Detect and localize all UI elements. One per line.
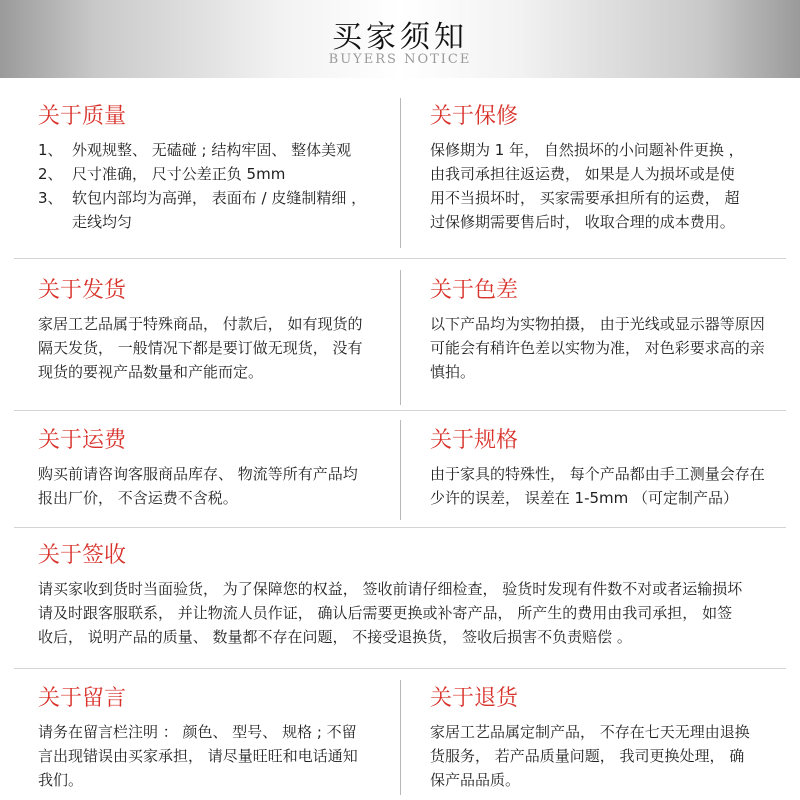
list-item: 3、 软包内部均为高弹， 表面布 / 皮缝制精细 ， bbox=[38, 189, 367, 207]
text-line: 由于家具的特殊性， 每个产品都由手工测量会存在 bbox=[430, 465, 765, 483]
page-title: 买家须知 bbox=[332, 20, 468, 55]
text-line: 货服务， 若产品质量问题， 我司更换处理， 确 bbox=[430, 747, 745, 765]
section-title: 关于运费 bbox=[38, 428, 127, 453]
section-freight bbox=[38, 428, 388, 510]
text-line: 隔天发货， 一般情况下都是要订做无现货， 没有 bbox=[38, 339, 363, 357]
section-title: 关于留言 bbox=[38, 686, 127, 711]
section-title: 关于质量 bbox=[38, 104, 127, 129]
row-divider bbox=[14, 527, 786, 528]
section-signing bbox=[38, 543, 790, 649]
text-line: 用不当损坏时， 买家需要承担所有的运费， 超 bbox=[430, 189, 740, 207]
section-spec bbox=[430, 428, 790, 510]
text-line: 少许的误差， 误差在 1-5mm （可定制产品） bbox=[430, 489, 739, 507]
section-title: 关于规格 bbox=[430, 428, 519, 453]
text-line: 请买家收到货时当面验货， 为了保障您的权益， 签收前请仔细检查， 验货时发现有件数不对或者运输损坏 bbox=[38, 580, 743, 598]
section-warranty bbox=[430, 104, 790, 234]
page-header bbox=[0, 0, 800, 78]
text-line: 现货的要视产品数量和产能而定。 bbox=[38, 363, 264, 381]
column-divider bbox=[400, 680, 401, 795]
text-line: 请及时跟客服联系， 并让物流人员作证， 确认后需要更换或补寄产品， 所产生的费用由我司承担， 如签 bbox=[38, 604, 733, 622]
list-item-continuation: 走线均匀 bbox=[72, 213, 133, 231]
section-returns bbox=[430, 686, 790, 792]
section-title: 关于保修 bbox=[430, 104, 519, 129]
row-divider bbox=[14, 410, 786, 411]
text-line: 我们。 bbox=[38, 771, 84, 789]
list-item: 2、 尺寸准确， 尺寸公差正负 5mm bbox=[38, 165, 286, 183]
section-color bbox=[430, 278, 790, 384]
text-line: 请务在留言栏注明 ： 颜色、 型号、 规格 ; 不留 bbox=[38, 723, 357, 741]
section-title: 关于退货 bbox=[430, 686, 519, 711]
section-message bbox=[38, 686, 388, 792]
text-line: 以下产品均为实物拍摄， 由于光线或显示器等原因 bbox=[430, 315, 765, 333]
text-line: 家居工艺品属定制产品， 不存在七天无理由退换 bbox=[430, 723, 750, 741]
column-divider bbox=[400, 270, 401, 405]
text-line: 保修期为 1 年， 自然损坏的小问题补件更换 ， bbox=[430, 141, 744, 159]
text-line: 保产品品质。 bbox=[430, 771, 521, 789]
page-subtitle: BUYERS NOTICE bbox=[328, 52, 472, 67]
text-line: 由我司承担往返运费， 如果是人为损坏或是使 bbox=[430, 165, 735, 183]
text-line: 家居工艺品属于特殊商品， 付款后， 如有现货的 bbox=[38, 315, 363, 333]
text-line: 慎拍。 bbox=[430, 363, 476, 381]
text-line: 可能会有稍许色差以实物为准， 对色彩要求高的亲 bbox=[430, 339, 765, 357]
section-title: 关于发货 bbox=[38, 278, 127, 303]
section-quality bbox=[38, 104, 388, 234]
column-divider bbox=[400, 420, 401, 520]
list-item: 1、 外观规整、 无磕碰 ; 结构牢固、 整体美观 bbox=[38, 141, 352, 159]
column-divider bbox=[400, 98, 401, 248]
section-title: 关于色差 bbox=[430, 278, 519, 303]
text-line: 言出现错误由买家承担， 请尽量旺旺和电话通知 bbox=[38, 747, 358, 765]
row-divider bbox=[14, 258, 786, 259]
row-divider bbox=[14, 668, 786, 669]
text-line: 购买前请咨询客服商品库存、 物流等所有产品均 bbox=[38, 465, 358, 483]
text-line: 过保修期需要售后时， 收取合理的成本费用。 bbox=[430, 213, 735, 231]
text-line: 收后， 说明产品的质量、 数量都不存在问题， 不接受退换货， 签收后损害不负责赔偿 。 bbox=[38, 628, 632, 646]
section-title: 关于签收 bbox=[38, 543, 127, 568]
text-line: 报出厂价， 不含运费不含税。 bbox=[38, 489, 238, 507]
section-shipping bbox=[38, 278, 388, 384]
